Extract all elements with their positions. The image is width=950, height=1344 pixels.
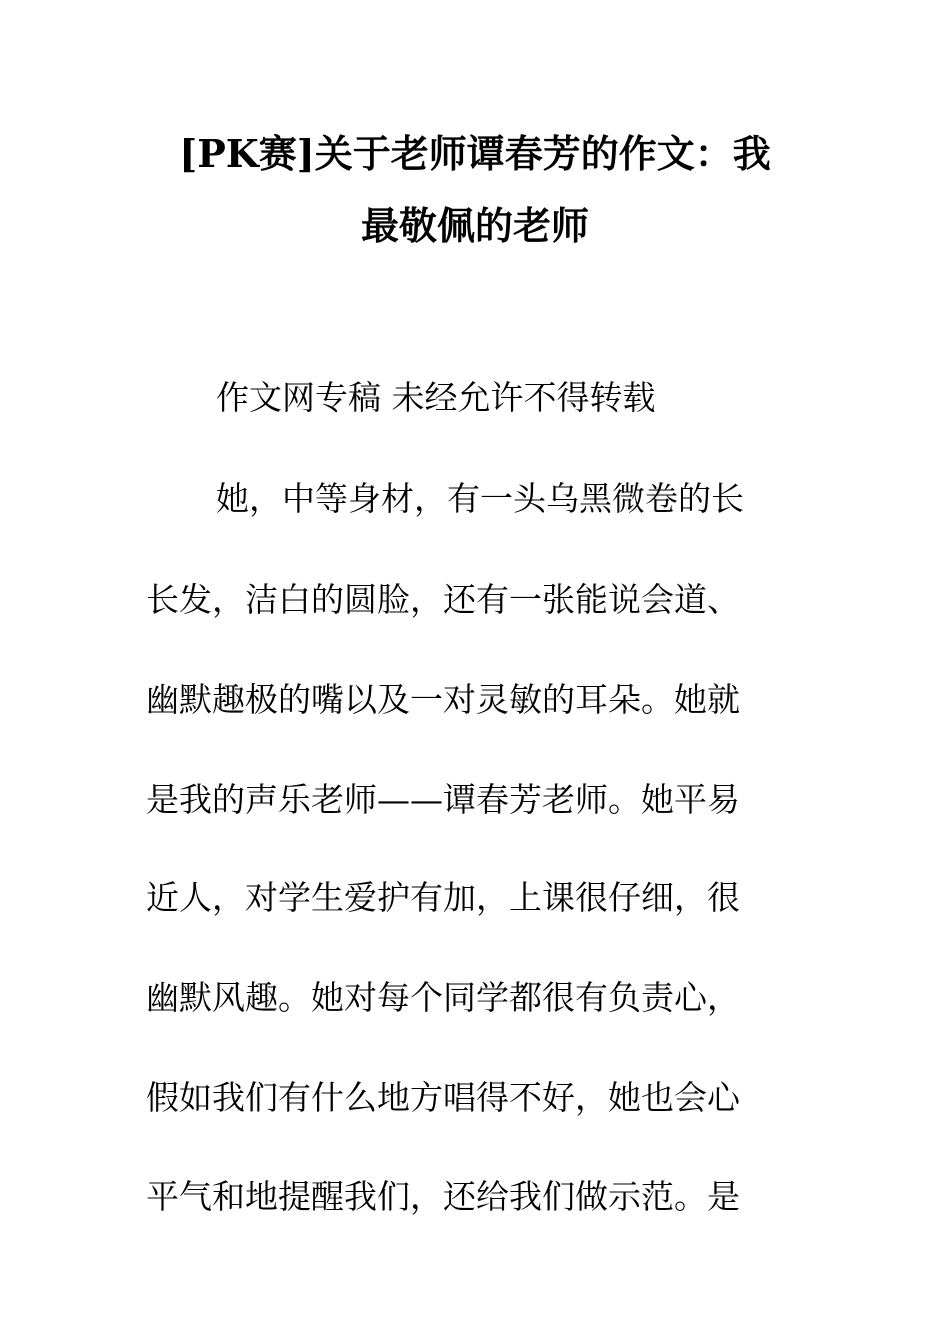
byline: 作文网专稿 未经允许不得转载 xyxy=(216,378,656,417)
body-line-5: 近人，对学生爱护有加，上课很仔细，很 xyxy=(146,878,740,917)
title-line-2: 最敬佩的老师 xyxy=(360,203,589,248)
body-line-1: 她，中等身材，有一头乌黑微卷的长 xyxy=(216,479,744,518)
body-line-8: 平气和地提醒我们，还给我们做示范。是 xyxy=(146,1177,740,1216)
body-line-2: 长发，洁白的圆脸，还有一张能说会道、 xyxy=(146,580,740,619)
body-line-7: 假如我们有什么地方唱得不好，她也会心 xyxy=(146,1078,740,1117)
title-line-1: [PK赛]关于老师谭春芳的作文：我 xyxy=(179,131,771,176)
body-line-6: 幽默风趣。她对每个同学都很有负责心， xyxy=(146,978,740,1017)
body-line-4: 是我的声乐老师——谭春芳老师。她平易 xyxy=(146,780,740,819)
body-line-3: 幽默趣极的嘴以及一对灵敏的耳朵。她就 xyxy=(146,680,740,719)
